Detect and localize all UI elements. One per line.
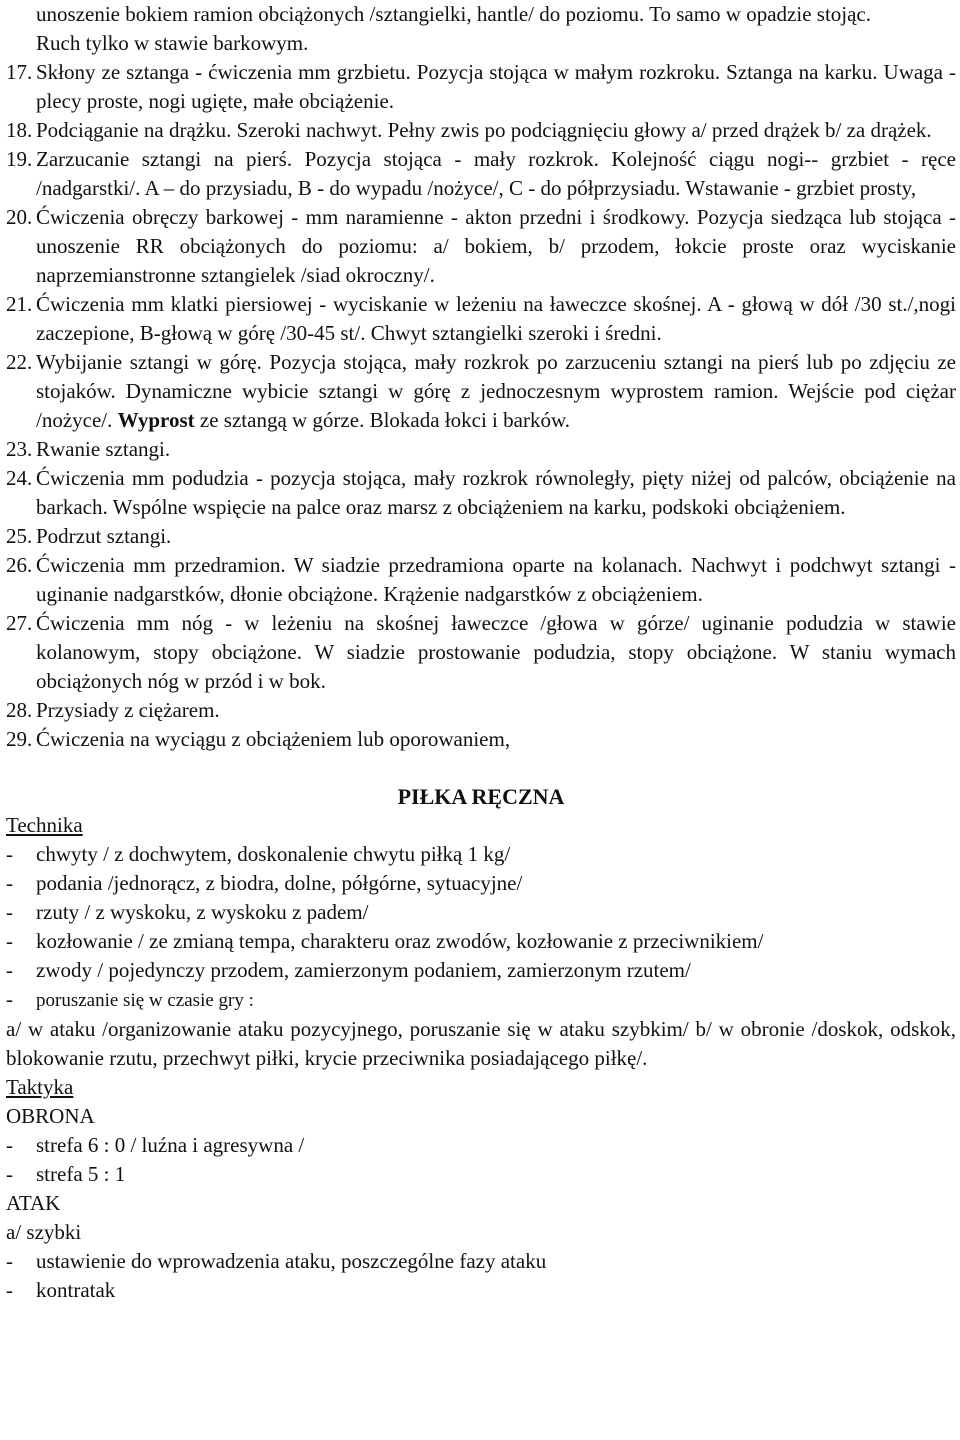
item-number: 28. xyxy=(6,698,33,722)
item-text: Podrzut sztangi. xyxy=(36,524,172,548)
atak-heading: ATAK xyxy=(6,1191,61,1215)
item-text: ze sztangą w górze. Blokada łokci i barków. xyxy=(194,408,570,432)
dash-bullet: - xyxy=(6,958,13,982)
item-text: Zarzucanie sztangi na pierś. Pozycja stojąca - mały rozkrok. Kolejność ciągu nogi-- grzbiet - ręce /nadgarstki/. A – do przysiadu, B - do wypadu /nożyce/, C - do półprzysiadu. Wstawanie - grzbiet prosty, xyxy=(36,147,956,200)
list-item-27 xyxy=(6,609,956,696)
list-item-17 xyxy=(6,58,956,116)
list-item xyxy=(6,1131,956,1160)
item-text: strefa 6 : 0 / luźna i agresywna / xyxy=(36,1133,305,1157)
item-number: 23. xyxy=(6,437,33,461)
list-item-22 xyxy=(6,348,956,435)
dash-bullet: - xyxy=(6,871,13,895)
item-text: Skłony ze sztanga - ćwiczenia mm grzbietu. Pozycja stojąca w małym rozkroku. Sztanga na karku. Uwaga - plecy proste, nogi ugięte, małe obciążenie. xyxy=(36,60,956,113)
list-item-29 xyxy=(6,725,956,754)
item-number: 21. xyxy=(6,292,33,316)
szybki-heading: a/ szybki xyxy=(6,1220,82,1244)
item-number: 24. xyxy=(6,466,33,490)
list-item-20 xyxy=(6,203,956,290)
text-line: Ruch tylko w stawie barkowym. xyxy=(36,31,309,55)
item-text: Przysiady z ciężarem. xyxy=(36,698,220,722)
item-number: 19. xyxy=(6,147,33,171)
section-title: PIŁKA RĘCZNA xyxy=(397,784,565,809)
item-text: Ćwiczenia mm klatki piersiowej - wyciskanie w leżeniu na ławeczce skośnej. A - głową w dół /30 st./,nogi zaczepione, B-głową w górę /30-45 st/. Chwyt sztangielki szeroki i średni. xyxy=(36,292,956,345)
item-text: Ćwiczenia mm przedramion. W siadzie przedramiona oparte na kolanach. Nachwyt i podchwyt sztangi - uginanie nadgarstków, dłonie obciążone. Krążenie nadgarstków z obciążeniem. xyxy=(36,553,956,606)
list-item xyxy=(6,1276,956,1305)
item-text: zwody / pojedynczy przodem, zamierzonym podaniem, zamierzonym rzutem/ xyxy=(36,958,691,982)
list-item-23 xyxy=(6,435,956,464)
item-number: 27. xyxy=(6,611,33,635)
technika-paragraph: a/ w ataku /organizowanie ataku pozycyjnego, poruszanie się w ataku szybkim/ b/ w obronie /doskok, odskok, blokowanie rzutu, przechwyt piłki, krycie przeciwnika posiadającego piłkę/. xyxy=(6,1017,956,1070)
item-number: 20. xyxy=(6,205,33,229)
dash-bullet: - xyxy=(6,1249,13,1273)
item-number: 18. xyxy=(6,118,33,142)
list-item-26 xyxy=(6,551,956,609)
list-item-25 xyxy=(6,522,956,551)
dash-bullet: - xyxy=(6,1278,13,1302)
item-number: 29. xyxy=(6,727,33,751)
item-text: ustawienie do wprowadzenia ataku, poszczególne fazy ataku xyxy=(36,1249,547,1273)
list-item xyxy=(6,956,956,985)
item-text: kontratak xyxy=(36,1278,116,1302)
obrona-heading: OBRONA xyxy=(6,1104,95,1128)
list-item-19 xyxy=(6,145,956,203)
technika-heading: Technika xyxy=(6,813,83,837)
dash-bullet: - xyxy=(6,1162,13,1186)
list-item xyxy=(6,1247,956,1276)
item-text: kozłowanie / ze zmianą tempa, charakteru oraz zwodów, kozłowanie z przeciwnikiem/ xyxy=(36,929,764,953)
list-item xyxy=(6,927,956,956)
item-text: poruszanie się w czasie gry : xyxy=(36,990,254,1011)
dash-bullet: - xyxy=(6,900,13,924)
item-text: Rwanie sztangi. xyxy=(36,437,171,461)
item-text: podania /jednorącz, z biodra, dolne, półgórne, sytuacyjne/ xyxy=(36,871,523,895)
item-text: Ćwiczenia na wyciągu z obciążeniem lub oporowaniem, xyxy=(36,727,511,751)
item-number: 25. xyxy=(6,524,33,548)
list-item-18 xyxy=(6,116,956,145)
list-item xyxy=(6,898,956,927)
item-text: Ćwiczenia mm nóg - w leżeniu na skośnej ławeczce /głowa w górze/ uginanie podudzia w stawie kolanowym, stopy obciążone. W siadzie prostowanie podudzia, stopy obciążone. W staniu wymach obciążonych nóg w przód i w bok. xyxy=(36,611,956,693)
item-number: 22. xyxy=(6,350,33,374)
dash-bullet: - xyxy=(6,929,13,953)
item-text-bold: Wyprost xyxy=(117,408,195,432)
item-text: Podciąganie na drążku. Szeroki nachwyt. Pełny zwis po podciągnięciu głowy a/ przed drążek b/ za drążek. xyxy=(36,118,932,142)
item-text: Ćwiczenia obręczy barkowej - mm naramienne - akton przedni i środkowy. Pozycja siedząca lub stojąca - unoszenie RR obciążonych do poziomu: a/ bokiem, b/ przodem, łokcie proste oraz wyciskanie naprzemianstronne sztangielek /siad okroczny/. xyxy=(36,205,956,287)
item-number: 17. xyxy=(6,60,33,84)
dash-bullet: - xyxy=(6,987,13,1011)
item-text: chwyty / z dochwytem, doskonalenie chwytu piłką 1 kg/ xyxy=(36,842,511,866)
list-item xyxy=(6,985,956,1015)
list-item-28 xyxy=(6,696,956,725)
text-line: unoszenie bokiem ramion obciążonych /sztangielki, hantle/ do poziomu. To samo w opadzie stojąc. xyxy=(36,2,872,26)
list-item xyxy=(6,869,956,898)
list-item xyxy=(6,1160,956,1189)
dash-bullet: - xyxy=(6,1133,13,1157)
item-text: rzuty / z wyskoku, z wyskoku z padem/ xyxy=(36,900,369,924)
item-text: Wybijanie sztangi w górę. Pozycja stojąca, mały rozkrok po zarzuceniu sztangi na pierś lub po zdjęciu ze stojaków. Dynamiczne wybicie sztangi w górę z jednoczesnym wyprostem ramion. Wejście pod ciężar /nożyce/. xyxy=(36,350,956,432)
item-text: Ćwiczenia mm podudzia - pozycja stojąca, mały rozkrok równoległy, pięty niżej od palców, obciążenie na barkach. Wspólne wspięcie na palce oraz marsz z obciążeniem na karku, podskoki obciążeniem. xyxy=(36,466,956,519)
item-number: 26. xyxy=(6,553,33,577)
dash-bullet: - xyxy=(6,842,13,866)
list-item-21 xyxy=(6,290,956,348)
taktyka-heading: Taktyka xyxy=(6,1075,74,1099)
item-text: strefa 5 : 1 xyxy=(36,1162,126,1186)
list-item xyxy=(6,840,956,869)
list-item-24 xyxy=(6,464,956,522)
